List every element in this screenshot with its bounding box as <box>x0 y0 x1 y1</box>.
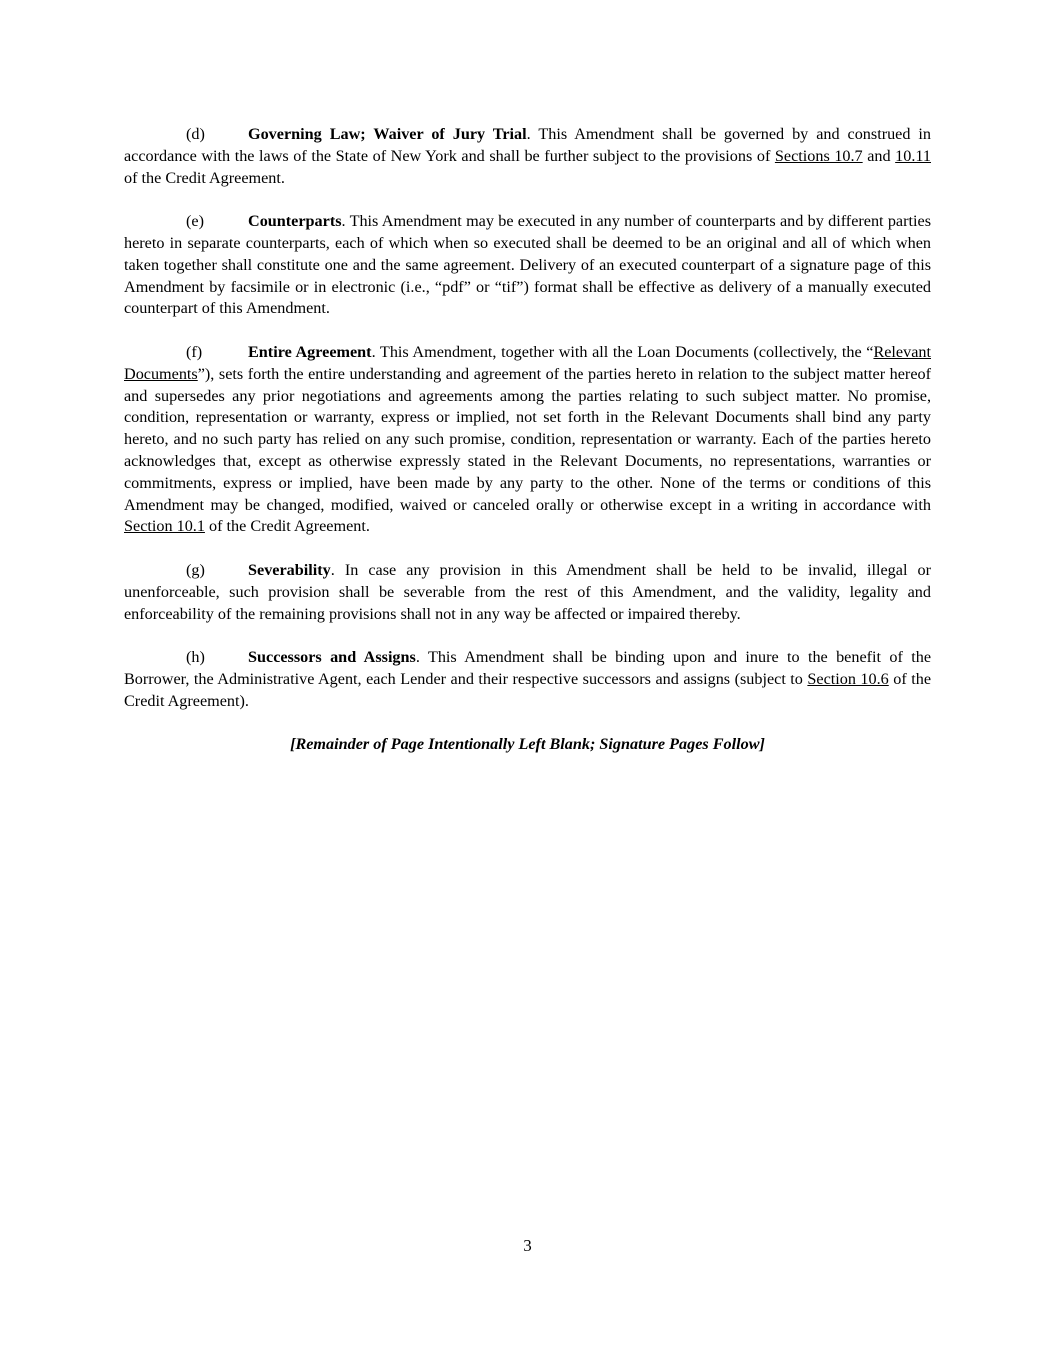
section-e-counterparts <box>124 211 931 320</box>
section-reference: 10.11 <box>895 146 931 165</box>
section-heading: Severability <box>248 560 331 579</box>
section-number: (d) <box>186 125 205 143</box>
section-text: . This Amendment, together with all the Loan Documents (collectively, the “ <box>371 342 874 361</box>
section-number: (g) <box>186 560 205 579</box>
section-text: of the Credit Agreement). <box>124 669 931 710</box>
section-text: of the Credit Agreement. <box>124 168 285 187</box>
section-text: . This Amendment shall be governed by and construed in accordance with the laws of the State of New York and shall be further subject to the provisions of <box>124 125 931 165</box>
section-heading: Governing Law; Waiver of Jury Trial <box>248 125 527 143</box>
section-text: . This Amendment may be executed in any number of counterparts and by different parties hereto in separate counterparts, each of which when so executed shall be deemed to be an original and all of which when taken together shall constitute one and the same agreement. Delivery of an executed counterpart of a signature page of this Amendment by facsimile or in electronic (i.e., “pdf” or “tif”) format shall be effective as delivery of a manually executed counterpart of this Amendment. <box>124 212 931 318</box>
section-reference: Sections 10.7 <box>774 146 863 165</box>
section-number: (h) <box>186 648 205 667</box>
section-reference: Section 10.6 <box>807 669 889 688</box>
section-text: . In case any provision in this Amendment shall be held to be invalid, illegal or unenforceable, such provision shall be severable from the rest of this Amendment, and the validity, legality and enforceability of the remaining provisions shall not in any way be affected or impaired thereby. <box>124 560 931 623</box>
section-reference: Section 10.1 <box>124 517 205 536</box>
section-h-successors-and-assigns <box>124 647 931 712</box>
section-heading: Counterparts <box>248 212 342 231</box>
section-heading: Successors and Assigns <box>248 648 416 667</box>
page-number: 3 <box>523 1236 532 1255</box>
section-number: (e) <box>186 212 204 231</box>
section-f-entire-agreement <box>124 342 931 538</box>
section-d-governing-law <box>124 124 931 189</box>
section-text: ”), sets forth the entire understanding and agreement of the parties hereto in relation to the subject matter hereof and supersedes any prior negotiations and agreements among the parties relating to such subject matter. No promise, condition, representation or warranty, express or implied, not set forth in the Relevant Documents shall bind any party hereto, and no such party has relied on any such promise, condition, representation or warranty. Each of the parties hereto acknowledges that, except as otherwise expressly stated in the Relevant Documents, no representations, warranties or commitments, express or implied, have been made by any party to the other. None of the terms or conditions of this Amendment may be changed, modified, waived or canceled orally or otherwise except in a writing in accordance with <box>124 364 931 514</box>
remainder-note: [Remainder of Page Intentionally Left Blank; Signature Pages Follow] <box>290 735 765 754</box>
section-text: of the Credit Agreement. <box>204 517 370 536</box>
section-text: and <box>862 146 896 165</box>
section-text: . This Amendment shall be binding upon and inure to the benefit of the Borrower, the Administrative Agent, each Lender and their respective successors and assigns (subject to <box>124 648 931 688</box>
document-body <box>124 124 931 756</box>
section-heading: Entire Agreement <box>248 342 372 361</box>
section-number: (f) <box>186 342 203 361</box>
defined-term: Relevant Documents <box>124 342 931 383</box>
section-g-severability <box>124 560 931 625</box>
